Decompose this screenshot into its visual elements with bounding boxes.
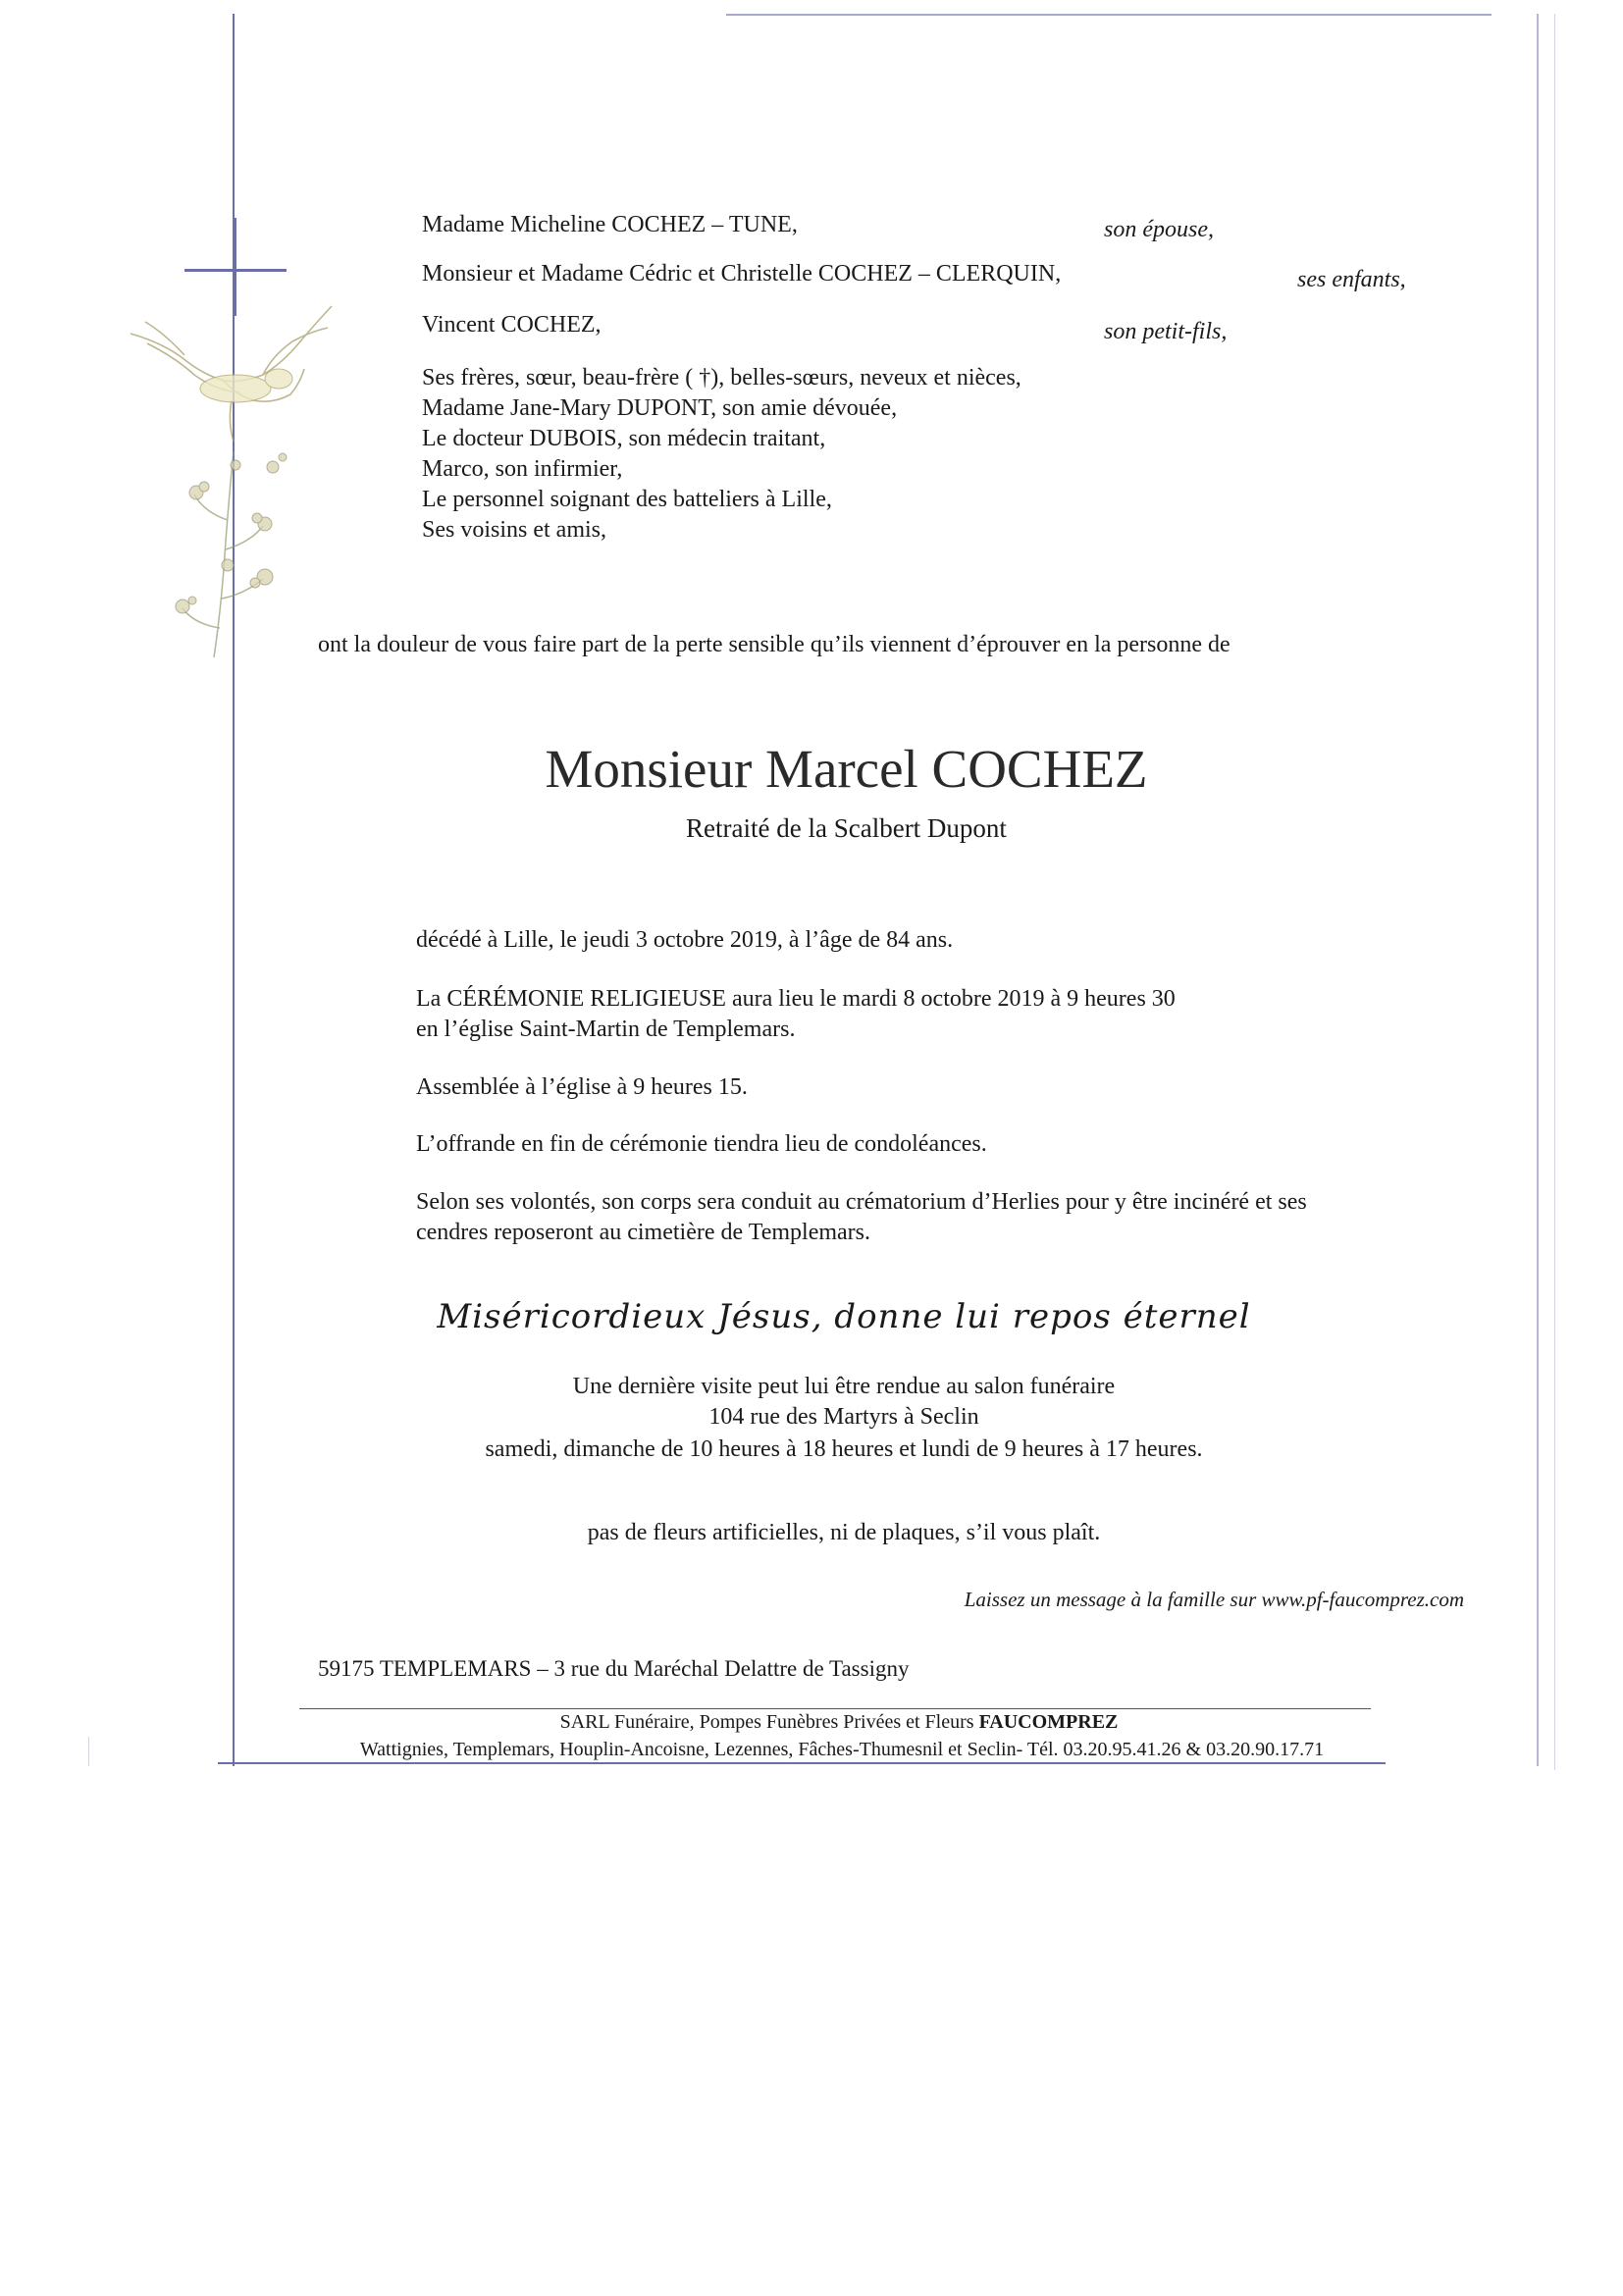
footer-locations: Wattignies, Templemars, Houplin-Ancoisne, Lezennes, Fâches-Thumesnil et Seclin- Tél. 03.20.95.41.26 & 03.20.90.17.71 [359,1739,1325,1760]
frame-top-line [726,14,1492,16]
others-line-2: Madame Jane-Mary DUPONT, son amie dévouée, [422,395,898,421]
wishes-line-1: Selon ses volontés, son corps sera conduit au crématorium d’Herlies pour y être incinéré et ses [416,1189,1307,1215]
deceased-name: Monsieur Marcel COCHEZ [545,739,1148,799]
family-name-1: Madame Micheline COCHEZ – TUNE, [422,212,798,237]
assembly-info: Assemblée à l’église à 9 heures 15. [416,1074,748,1100]
family-name-2: Monsieur et Madame Cédric et Christelle COCHEZ – CLERQUIN, [422,261,1062,287]
others-line-6: Ses voisins et amis, [422,517,607,543]
ceremony-line-1: La CÉRÉMONIE RELIGIEUSE aura lieu le mardi 8 octobre 2019 à 9 heures 30 [416,986,1176,1012]
edge-right-line [1554,14,1555,1770]
prayer: Miséricordieux Jésus, donne lui repos éternel [437,1297,1251,1336]
family-relation-1: son épouse, [1104,217,1214,242]
ceremony-line-2: en l’église Saint-Martin de Templemars. [416,1017,796,1042]
announcement: ont la douleur de vous faire part de la perte sensible qu’ils viennent d’éprouver en la personne de [318,632,1230,657]
address: 59175 TEMPLEMARS – 3 rue du Maréchal Delattre de Tassigny [318,1656,910,1681]
death-info: décédé à Lille, le jeudi 3 octobre 2019, à l’âge de 84 ans. [416,927,954,953]
others-line-4: Marco, son infirmier, [422,456,623,482]
wishes-line-2: cendres reposeront au cimetière de Templemars. [416,1220,871,1245]
footer-company-name: FAUCOMPREZ [978,1711,1119,1733]
frame-bottom-line [218,1762,1386,1764]
family-name-3: Vincent COCHEZ, [422,312,602,338]
dove-flower-icon [126,285,351,677]
visit-line-1: Une dernière visite peut lui être rendue au salon funéraire [572,1374,1116,1399]
deceased-subtitle: Retraité de la Scalbert Dupont [686,813,1007,843]
footer-company [0,1709,1623,1735]
family-relation-2: ses enfants, [1297,267,1406,292]
others-line-1: Ses frères, sœur, beau-frère ( †), belles-sœurs, neveux et nièces, [422,365,1021,391]
visit-line-3: samedi, dimanche de 10 heures à 18 heures et lundi de 9 heures à 17 heures. [485,1436,1203,1462]
visit-line-2: 104 rue des Martyrs à Seclin [708,1404,979,1430]
others-line-5: Le personnel soignant des batteliers à Lille, [422,487,832,512]
family-relation-3: son petit-fils, [1104,319,1228,344]
others-line-3: Le docteur DUBOIS, son médecin traitant, [422,426,826,451]
offering-info: L’offrande en fin de cérémonie tiendra lieu de condoléances. [416,1131,987,1157]
message-link[interactable]: Laissez un message à la famille sur www.pf-faucomprez.com [964,1588,1464,1611]
footer-company-prefix: SARL Funéraire, Pompes Funèbres Privées et Fleurs [559,1711,974,1733]
frame-right-line [1537,14,1539,1766]
flowers-notice: pas de fleurs artificielles, ni de plaques, s’il vous plaît. [587,1520,1101,1545]
